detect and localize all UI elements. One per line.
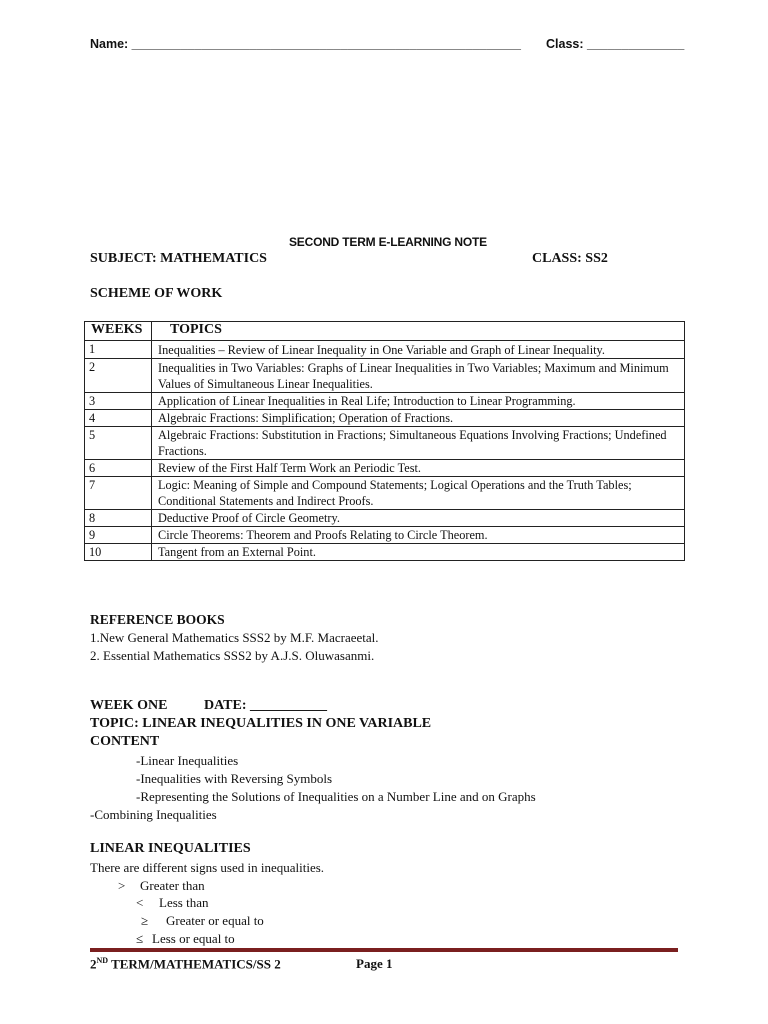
week-cell: 1 <box>85 341 152 359</box>
table-row <box>85 460 685 477</box>
table-row <box>85 410 685 427</box>
class-line: CLASS: SS2 <box>532 251 608 266</box>
week-cell: 8 <box>85 510 152 527</box>
week-cell: 6 <box>85 460 152 477</box>
content-item: -Representing the Solutions of Inequalities on a Number Line and on Graphs <box>136 789 536 804</box>
greater-or-equal-symbol: ≥ <box>141 913 149 928</box>
week-cell: 10 <box>85 544 152 561</box>
name-field-label: Name: ________________________________________________________ <box>90 37 521 51</box>
references-title: REFERENCE BOOKS <box>90 612 225 627</box>
content-item: -Linear Inequalities <box>136 753 239 768</box>
reference-item: 2. Essential Mathematics SSS2 by A.J.S. Oluwasanmi. <box>90 648 375 663</box>
topics-header: TOPICS <box>152 322 685 341</box>
topic-heading: TOPIC: LINEAR INEQUALITIES IN ONE VARIABLE <box>90 716 432 731</box>
footer-term-text: TERM/MATHEMATICS/SS 2 <box>108 956 281 972</box>
topic-cell: Inequalities in Two Variables: Graphs of Linear Inequalities in Two Variables; Maximum and Minimum Values of Simultaneous Linear Inequalities. <box>152 359 685 393</box>
greater-than-symbol: > <box>118 878 126 893</box>
week-label: WEEK ONE <box>90 698 168 713</box>
footer-term-number: 2 <box>90 956 97 972</box>
reference-item: 1.New General Mathematics SSS2 by M.F. Macraeetal. <box>90 630 379 645</box>
footer-term-suffix: ND <box>96 956 109 965</box>
topic-cell: Deductive Proof of Circle Geometry. <box>152 510 685 527</box>
table-row <box>85 510 685 527</box>
content-item: -Combining Inequalities <box>90 807 217 822</box>
sign-label: Greater or equal to <box>166 913 264 928</box>
scheme-title: SCHEME OF WORK <box>90 286 223 301</box>
scheme-table <box>84 321 685 561</box>
table-row <box>85 359 685 393</box>
table-row <box>85 477 685 510</box>
table-header-row <box>85 322 685 341</box>
sign-label: Greater than <box>140 878 205 893</box>
content-title: CONTENT <box>90 734 160 749</box>
linear-inequalities-title: LINEAR INEQUALITIES <box>90 841 251 856</box>
subject-line: SUBJECT: MATHEMATICS <box>90 251 267 266</box>
week-cell: 7 <box>85 477 152 510</box>
week-cell: 2 <box>85 359 152 393</box>
table-row <box>85 341 685 359</box>
topic-cell: Algebraic Fractions: Substitution in Fractions; Simultaneous Equations Involving Fractions; Undefined Fractions. <box>152 427 685 460</box>
date-label: DATE: ___________ <box>204 698 328 713</box>
week-cell: 5 <box>85 427 152 460</box>
topic-cell: Logic: Meaning of Simple and Compound Statements; Logical Operations and the Truth Tables; Conditional Statements and Indirect Proofs. <box>152 477 685 510</box>
linear-intro: There are different signs used in inequalities. <box>90 860 325 875</box>
sign-label: Less than <box>159 895 209 910</box>
topic-cell: Application of Linear Inequalities in Real Life; Introduction to Linear Programming. <box>152 393 685 410</box>
topic-cell: Circle Theorems: Theorem and Proofs Relating to Circle Theorem. <box>152 527 685 544</box>
footer-term <box>90 956 281 972</box>
sign-label: Less or equal to <box>152 931 235 946</box>
topic-cell: Review of the First Half Term Work an Periodic Test. <box>152 460 685 477</box>
week-cell: 9 <box>85 527 152 544</box>
class-field-label: Class: ______________ <box>546 37 685 51</box>
weeks-header: WEEKS <box>85 322 152 341</box>
table-row <box>85 544 685 561</box>
less-than-symbol: < <box>136 895 144 910</box>
content-item: -Inequalities with Reversing Symbols <box>136 771 333 786</box>
less-or-equal-symbol: ≤ <box>136 931 144 946</box>
page-number: Page 1 <box>356 956 393 971</box>
topic-cell: Tangent from an External Point. <box>152 544 685 561</box>
topic-cell: Algebraic Fractions: Simplification; Operation of Fractions. <box>152 410 685 427</box>
table-row <box>85 393 685 410</box>
footer-rule <box>90 948 678 952</box>
table-row <box>85 427 685 460</box>
week-cell: 4 <box>85 410 152 427</box>
table-row <box>85 527 685 544</box>
note-title: SECOND TERM E-LEARNING NOTE <box>289 235 487 249</box>
topic-cell: Inequalities – Review of Linear Inequality in One Variable and Graph of Linear Inequality. <box>152 341 685 359</box>
week-cell: 3 <box>85 393 152 410</box>
